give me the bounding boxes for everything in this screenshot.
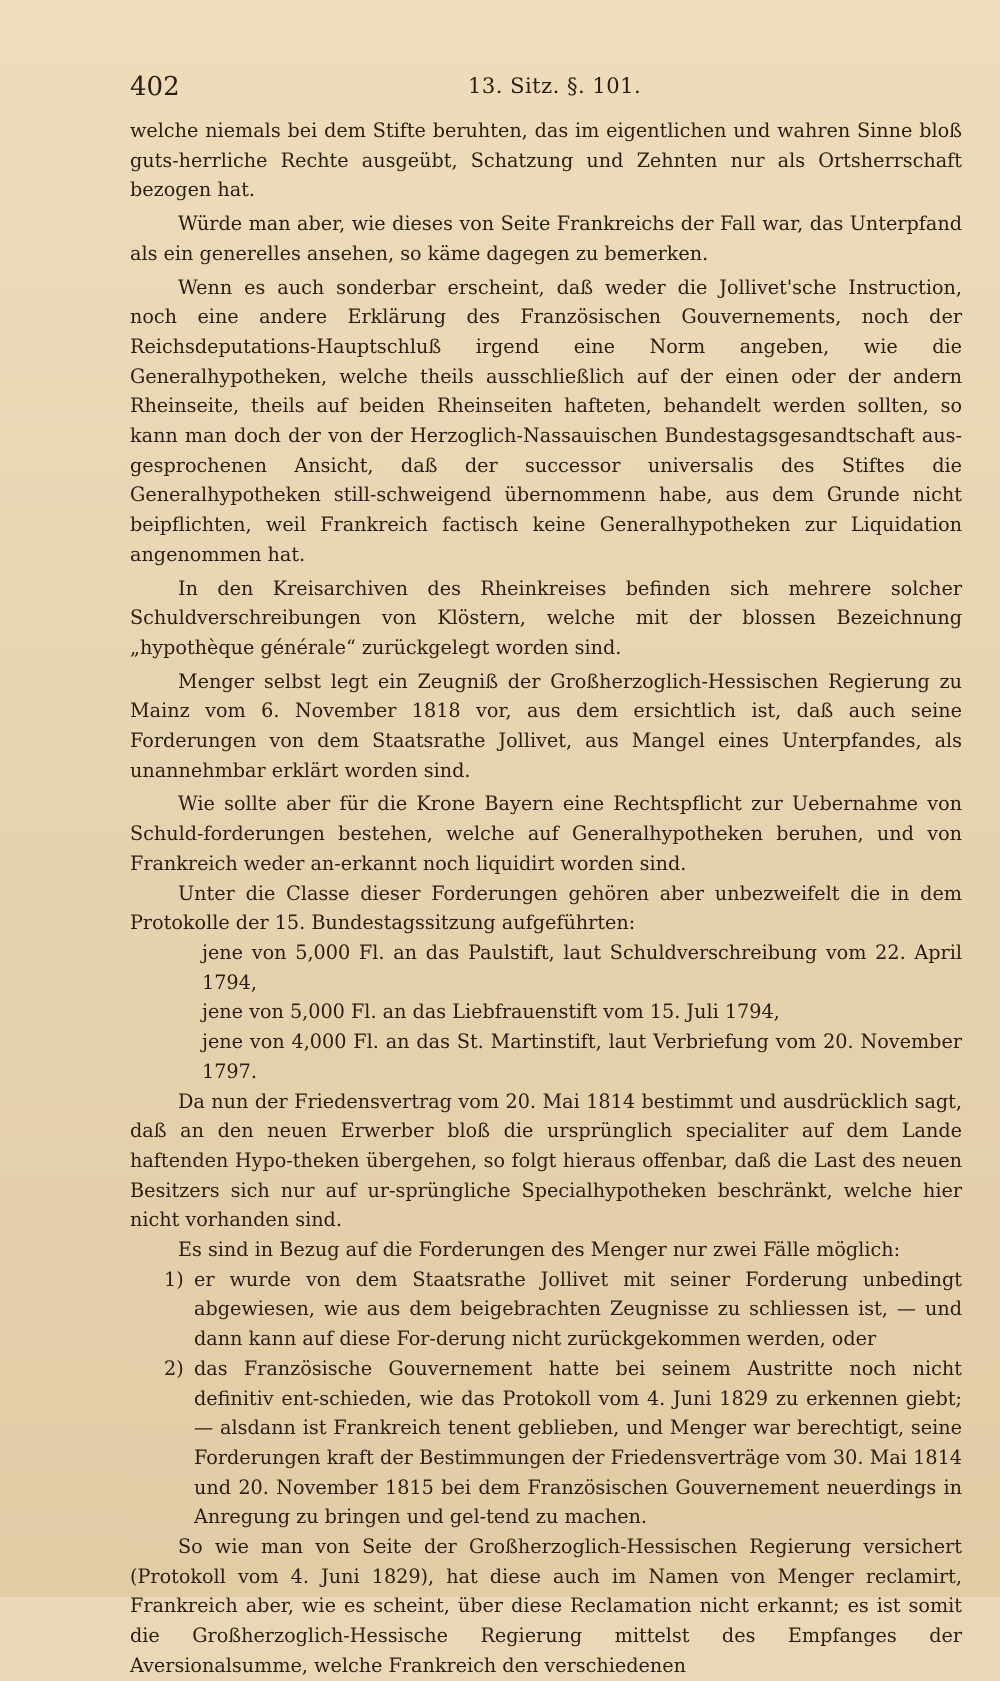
paragraph: Wie sollte aber für die Krone Bayern eine Rechtspflicht zur Uebernahme von Schuld-forderungen bestehen, welche auf Generalhypotheken beruhen, und von Frankreich weder an-erkannt noch liquidirt worden sind. [130, 792, 962, 875]
page-number: 402 [130, 72, 180, 102]
page-body [130, 116, 962, 1681]
item-number: 2) [164, 1356, 184, 1380]
paragraph: Würde man aber, wie dieses von Seite Frankreichs der Fall war, das Unterpfand als ein generelles ansehen, so käme dagegen zu bemerken. [130, 212, 962, 265]
quoted-item: jene von 4,000 Fl. an das St. Martinstift, laut Verbriefung vom 20. November 1797. [202, 1030, 962, 1083]
item-text: er wurde von dem Staatsrathe Jollivet mit seiner Forderung unbedingt abgewiesen, wie aus dem beigebrachten Zeugnisse zu schliessen ist, — und dann kann auf diese For-derung nicht zurückgekommen werden, oder [194, 1267, 962, 1351]
paragraph: Da nun der Friedensvertrag vom 20. Mai 1814 bestimmt und ausdrücklich sagt, daß an den neuen Erwerber bloß die ursprünglich specialiter auf dem Lande haftenden Hypo-theken übergehen, so folgt hieraus offenbar, daß die Last des neuen Besitzers sich nur auf ur-sprüngliche Specialhypotheken beschränkt, welche hier nicht vorhanden sind. [130, 1089, 962, 1232]
quoted-item: jene von 5,000 Fl. an das Liebfrauenstift vom 15. Juli 1794, [202, 1000, 780, 1024]
paragraph: Unter die Classe dieser Forderungen gehören aber unbezweifelt die in dem Protokolle der 15. Bundestagssitzung aufgeführten: [130, 881, 962, 935]
paragraph: Menger selbst legt ein Zeugniß der Großherzoglich-Hessischen Regierung zu Mainz vom 6. November 1818 vor, aus dem ersichtlich ist, daß auch seine Forderungen von dem Staatsrathe Jollivet, aus Mangel eines Unterpfandes, als unannehmbar erklärt worden sind. [130, 669, 962, 782]
paragraph: welche niemals bei dem Stifte beruhten, das im eigentlichen und wahren Sinne bloß guts-herrliche Rechte ausgeübt, Schatzung und Zehnten nur als Ortsherrschaft bezogen hat. [130, 119, 962, 202]
paragraph: Wenn es auch sonderbar erscheint, daß weder die Jollivet'sche Instruction, noch eine andere Erklärung des Französischen Gouvernements, noch der Reichsdeputations-Hauptschluß irgend eine Norm angeben, wie die Generalhypotheken, welche theils ausschließlich auf der einen oder der andern Rheinseite, theils auf beiden Rheinseiten hafteten, behandelt werden sollten, so kann man doch der von der Herzoglich-Nassauischen Bundestagsgesandtschaft aus-gesprochenen Ansicht, daß der successor universalis des Stiftes die Generalhypotheken still-schweigend übernommenn habe, aus dem Grunde nicht beipflichten, weil Frankreich factisch keine Generalhypotheken zur Liquidation angenommen hat. [130, 275, 962, 566]
item-number: 1) [164, 1267, 184, 1291]
numbered-item [130, 1354, 962, 1532]
quoted-item: jene von 5,000 Fl. an das Paulstift, laut Schuldverschreibung vom 22. April 1794, [202, 940, 962, 994]
numbered-item [130, 1265, 962, 1354]
paragraph: In den Kreisarchiven des Rheinkreises befinden sich mehrere solcher Schuldverschreibungen von Klöstern, welche mit der blossen Bezeichnung „hypothèque générale“ zurückgelegt worden sind. [130, 576, 962, 659]
paragraph: Es sind in Bezug auf die Forderungen des Menger nur zwei Fälle möglich: [178, 1238, 901, 1262]
numbered-list [130, 1265, 962, 1532]
paragraph: So wie man von Seite der Großherzoglich-Hessischen Regierung versichert (Protokoll vom 4. Juni 1829), hat diese auch im Namen von Menger reclamirt, Frankreich aber, wie es scheint, über diese Reclamation nicht erkannt; es ist somit die Großherzoglich-Hessische Regierung mittelst des Empfanges der Aversionalsumme, welche Frankreich den verschiedenen [130, 1535, 962, 1677]
quoted-list [130, 938, 962, 1087]
page-header [130, 72, 962, 112]
item-text: das Französische Gouvernement hatte bei seinem Austritte noch nicht definitiv ent-schieden, wie das Protokoll vom 4. Juni 1829 zu erkennen giebt; — alsdann ist Frankreich tenent geblieben, und Menger war berechtigt, seine Forderungen kraft der Bestimmungen der Friedensverträge vom 30. Mai 1814 und 20. November 1815 bei dem Französischen Gouvernement neuerdings in Anregung zu bringen und gel-tend zu machen. [194, 1356, 962, 1529]
running-head: 13. Sitz. §. 101. [468, 74, 642, 98]
